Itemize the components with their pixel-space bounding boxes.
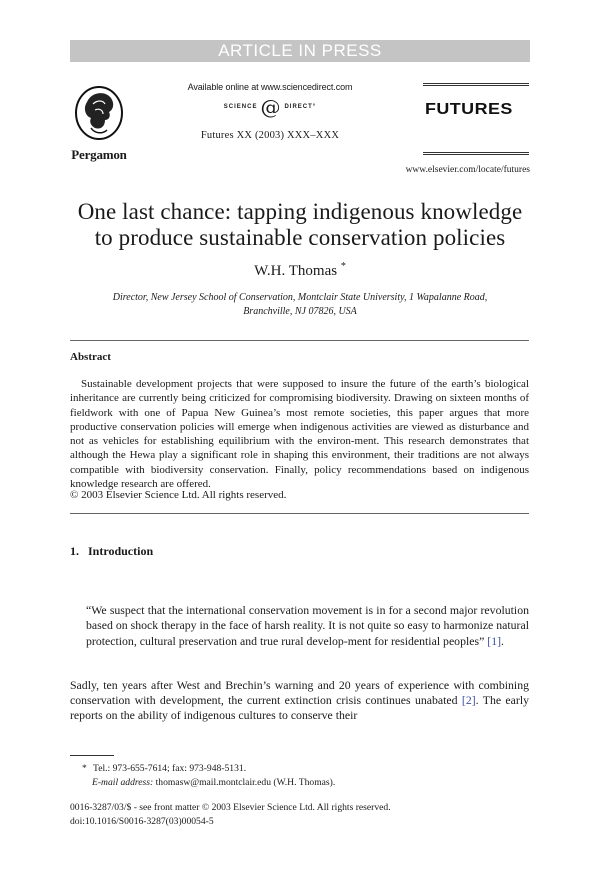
email-address-link[interactable]: thomasw@mail.montclair.edu (W.H. Thomas). (155, 776, 336, 788)
doi-link[interactable]: doi:10.1016/S0016-3287(03)00054-5 (70, 815, 214, 827)
quote-end: . (501, 633, 504, 648)
paragraph-text-cont: . The early reports on the ability of indigenous cultures to conserve their (70, 693, 529, 722)
email-label: E-mail address: (92, 776, 154, 788)
title-line: One last chance: tapping indigenous knowledge (77, 199, 523, 224)
section-title: Introduction (88, 544, 154, 558)
affiliation-line: Director, New Jersey School of Conservation, Montclair State University, 1 Wapalanne Road, (112, 292, 488, 303)
footnote-tel-fax: Tel.: 973-655-7614; fax: 973-948-5131. (93, 763, 247, 774)
citation-link-1[interactable]: [1] (487, 633, 502, 648)
abstract-bottom-rule (70, 513, 529, 514)
footnote-rule (70, 755, 114, 756)
paragraph-text: Sadly, ten years after West and Brechin’s warning and 20 years of experience with combining conservation with development, the current extinction crisis continues unabated (70, 678, 529, 707)
journal-url-link[interactable]: www.elsevier.com/locate/futures (405, 165, 530, 175)
author-footnote-marker[interactable]: * (340, 261, 346, 272)
sciencedirect-at-icon: @ (260, 95, 282, 119)
abstract-copyright: © 2003 Elsevier Science Ltd. All rights reserved. (70, 489, 287, 501)
author-footnote (82, 762, 335, 789)
title-line: to produce sustainable conservation policies (94, 225, 506, 250)
front-matter (70, 801, 391, 828)
journal-reference: Futures XX (2003) XXX–XXX (200, 130, 340, 141)
available-online-text: Available online at www.sciencedirect.com (187, 82, 353, 92)
issn-line: 0016-3287/03/$ - see front matter © 2003 Elsevier Science Ltd. All rights reserved. (70, 802, 391, 813)
intro-paragraph (70, 678, 529, 723)
sciencedirect-right: DIRECT° (284, 104, 317, 110)
double-rule-top (423, 83, 529, 86)
author-name: W.H. Thomas (254, 263, 338, 279)
journal-header-center (170, 82, 370, 141)
section-number: 1. (70, 544, 79, 558)
sciencedirect-left: SCIENCE (223, 104, 258, 110)
author-affiliation (60, 291, 540, 319)
citation-link-2[interactable]: [2] (461, 693, 476, 707)
author-line (40, 261, 560, 280)
article-in-press-banner: ARTICLE IN PRESS (70, 40, 530, 62)
article-title (40, 199, 560, 251)
abstract-text: Sustainable development projects that were supposed to insure the future of the earth’s biological inheritance are currently being criticized for compromising biodiversity. Drawing on sixteen months of fieldwork with one of Papua New Guinea’s most remote societies, this paper argues that more productive conservation policies will emerge when indigenous activities are viewed as disturbance and not as vehicles for establishing equilibrium with the environ-ment. This research demonstrates that although the Hewa play a significant role in shaping this environment, their traditions are not always compatible with biodiversity conservation. Finally, policy recommendations based on indigenous knowledge research are offered. (70, 378, 529, 491)
footnote-marker: * (82, 763, 87, 774)
sciencedirect-logo (170, 95, 370, 119)
pergamon-label: Pergamon (71, 147, 127, 162)
abstract-body (70, 377, 529, 491)
quote-text: “We suspect that the international conservation movement is in for a second major revolution based on shock therapy in the face of harsh reality. It is not quite so easy to harmonize natural protection, cultural preservation and true rural develop-ment for residential peoples” (86, 603, 529, 648)
pergamon-emblem-icon (73, 84, 125, 142)
section-heading-introduction (70, 544, 153, 559)
double-rule-bottom (423, 152, 529, 155)
futures-logo: FUTURES (425, 101, 513, 118)
publisher-logo (66, 84, 132, 163)
epigraph-quote (86, 603, 529, 649)
affiliation-line: Branchville, NJ 07826, USA (243, 306, 357, 317)
journal-logo-block (423, 83, 529, 131)
abstract-heading: Abstract (70, 351, 111, 363)
abstract-top-rule (70, 340, 529, 341)
